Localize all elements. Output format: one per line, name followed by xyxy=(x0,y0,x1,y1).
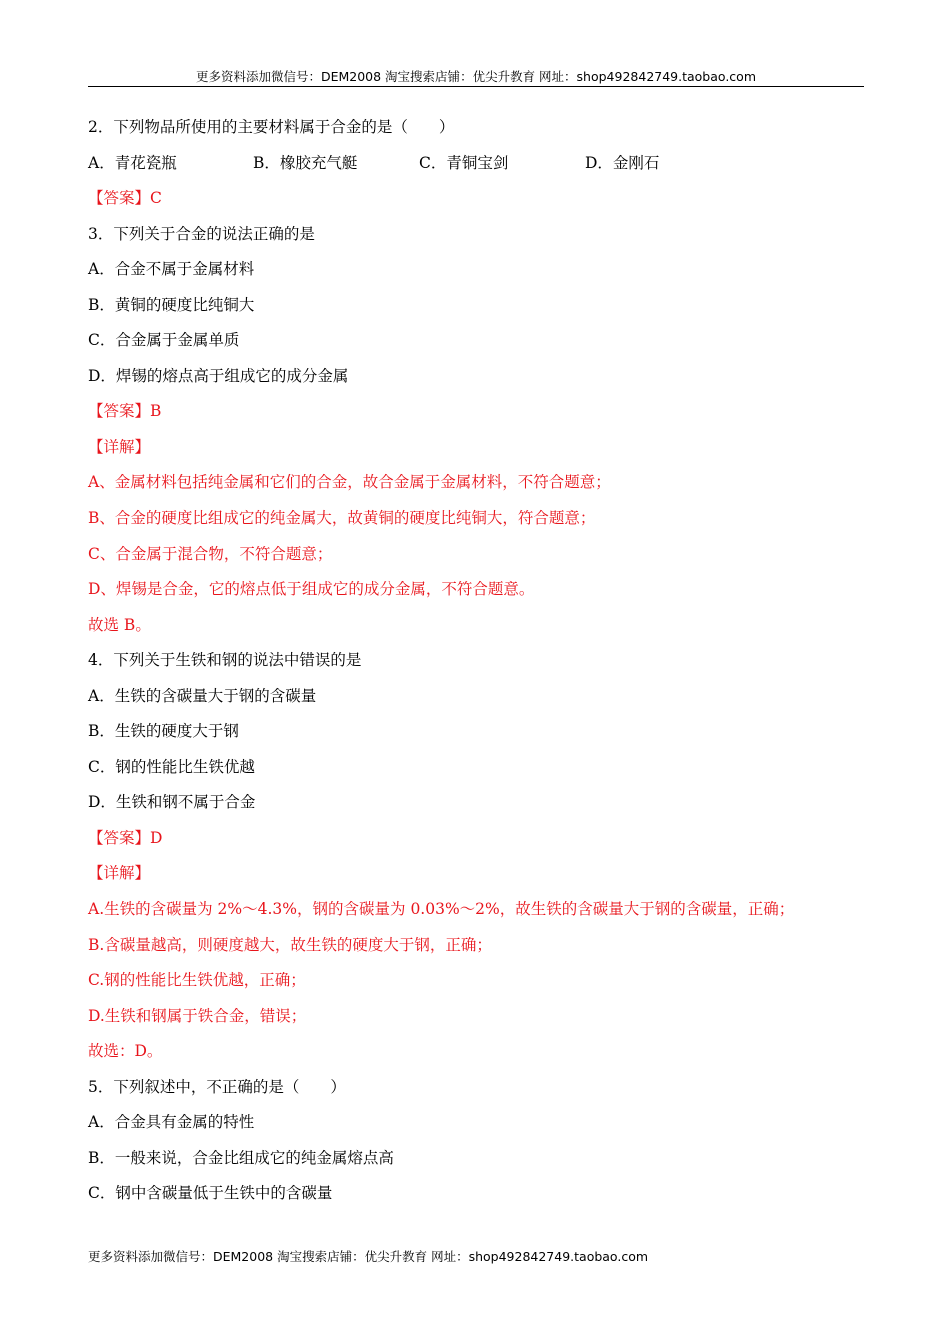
q3-option-b: B．黄铜的硬度比纯铜大 xyxy=(88,295,255,314)
q3-option-a: A．合金不属于金属材料 xyxy=(88,260,255,279)
q2-option-b: B．橡胶充气艇 xyxy=(253,153,358,172)
q2-options xyxy=(88,149,864,185)
q3-detail-a: A、金属材料包括纯金属和它们的合金，故合金属于金属材料，不符合题意； xyxy=(88,473,611,492)
q2-option-d: D．金刚石 xyxy=(585,153,660,172)
q3-detail-c: C、合金属于混合物，不符合题意； xyxy=(88,544,333,563)
q4-detail-b: B.含碳量越高，则硬度越大，故生铁的硬度大于钢，正确； xyxy=(88,935,492,954)
q3-option-c: C．合金属于金属单质 xyxy=(88,331,240,350)
q4-answer: 【答案】D xyxy=(88,828,163,847)
q3-detail-label: 【详解】 xyxy=(88,437,151,456)
q2-stem: 2．下列物品所使用的主要材料属于合金的是（ ） xyxy=(88,118,455,136)
q5-option-c: C．钢中含碳量低于生铁中的含碳量 xyxy=(88,1184,333,1203)
q4-detail-label: 【详解】 xyxy=(88,864,151,883)
page-content xyxy=(88,113,864,1215)
q2-option-c: C．青铜宝剑 xyxy=(419,153,509,172)
q4-detail-d: D.生铁和钢属于铁合金，错误； xyxy=(88,1006,307,1025)
page-header: 更多资料添加微信号：DEM2008 淘宝搜索店铺：优尖升教育 网址：shop492842749.taobao.com xyxy=(195,69,757,84)
q5-stem: 5．下列叙述中，不正确的是（ ） xyxy=(88,1077,346,1096)
q4-option-d: D．生铁和钢不属于合金 xyxy=(88,793,256,812)
q3-answer: 【答案】B xyxy=(88,402,162,421)
q5-option-b: B．一般来说，合金比组成它的纯金属熔点高 xyxy=(88,1148,394,1167)
q4-detail-a: A.生铁的含碳量为 2%～4.3%，钢的含碳量为 0.03%～2%，故生铁的含碳量大于钢的含碳量，正确； xyxy=(88,900,795,919)
q3-option-d: D．焊锡的熔点高于组成它的成分金属 xyxy=(88,366,349,385)
page-footer: 更多资料添加微信号：DEM2008 淘宝搜索店铺：优尖升教育 网址：shop492842749.taobao.com xyxy=(88,1249,649,1264)
q4-detail-c: C.钢的性能比生铁优越，正确； xyxy=(88,971,306,990)
header-divider xyxy=(88,86,864,87)
q4-option-b: B．生铁的硬度大于钢 xyxy=(88,722,239,741)
q4-conclusion: 故选：D。 xyxy=(88,1042,163,1061)
q2-answer: 【答案】C xyxy=(88,189,162,208)
q3-detail-d: D、焊锡是合金，它的熔点低于组成它的成分金属，不符合题意。 xyxy=(88,580,535,599)
q4-option-c: C．钢的性能比生铁优越 xyxy=(88,757,255,776)
q2-option-a: A．青花瓷瓶 xyxy=(88,153,177,172)
q4-option-a: A．生铁的含碳量大于钢的含碳量 xyxy=(88,686,317,705)
q3-detail-b: B、合金的硬度比组成它的纯金属大，故黄铜的硬度比纯铜大，符合题意； xyxy=(88,509,596,528)
q4-stem: 4．下列关于生铁和钢的说法中错误的是 xyxy=(88,651,362,670)
q3-conclusion: 故选 B。 xyxy=(88,615,151,634)
q3-stem: 3．下列关于合金的说法正确的是 xyxy=(88,224,315,243)
q5-option-a: A．合金具有金属的特性 xyxy=(88,1113,255,1132)
